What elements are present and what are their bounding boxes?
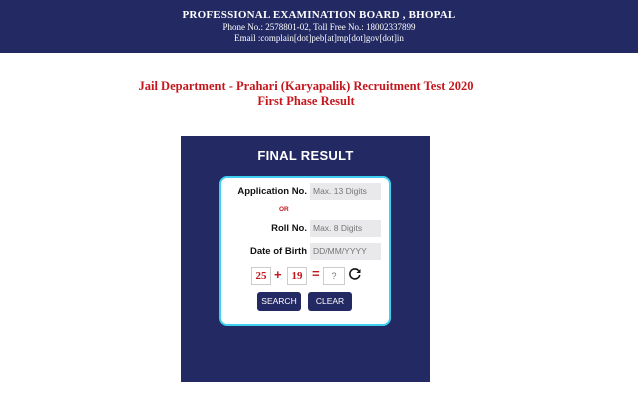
captcha-answer-input[interactable] (323, 267, 345, 285)
or-separator: OR (279, 206, 289, 213)
refresh-icon[interactable] (349, 268, 361, 280)
roll-no-input[interactable] (310, 220, 381, 237)
org-name: PROFESSIONAL EXAMINATION BOARD , BHOPAL (182, 9, 456, 21)
search-form (219, 176, 391, 326)
site-header (0, 0, 638, 53)
search-button[interactable]: SEARCH (257, 292, 301, 311)
contact-email: Email :complain[dot]peb[at]mp[dot]gov[dot]in (234, 33, 404, 43)
page-subtitle: First Phase Result (257, 94, 355, 108)
page-title: Jail Department - Prahari (Karyapalik) Recruitment Test 2020 (138, 79, 474, 93)
result-panel (181, 136, 430, 382)
application-no-input[interactable] (310, 183, 381, 200)
captcha-number-1: 25 (251, 267, 271, 285)
contact-phone: Phone No.: 2578801-02, Toll Free No.: 18002337899 (222, 22, 416, 32)
captcha-plus: + (274, 267, 282, 282)
roll-no-label: Roll No. (271, 223, 307, 234)
clear-button[interactable]: CLEAR (308, 292, 352, 311)
dob-input[interactable] (310, 243, 381, 260)
application-no-label: Application No. (237, 186, 307, 197)
panel-heading: FINAL RESULT (257, 148, 354, 163)
captcha-equals: = (312, 266, 320, 281)
captcha-number-2: 19 (287, 267, 307, 285)
dob-label: Date of Birth (250, 246, 307, 257)
